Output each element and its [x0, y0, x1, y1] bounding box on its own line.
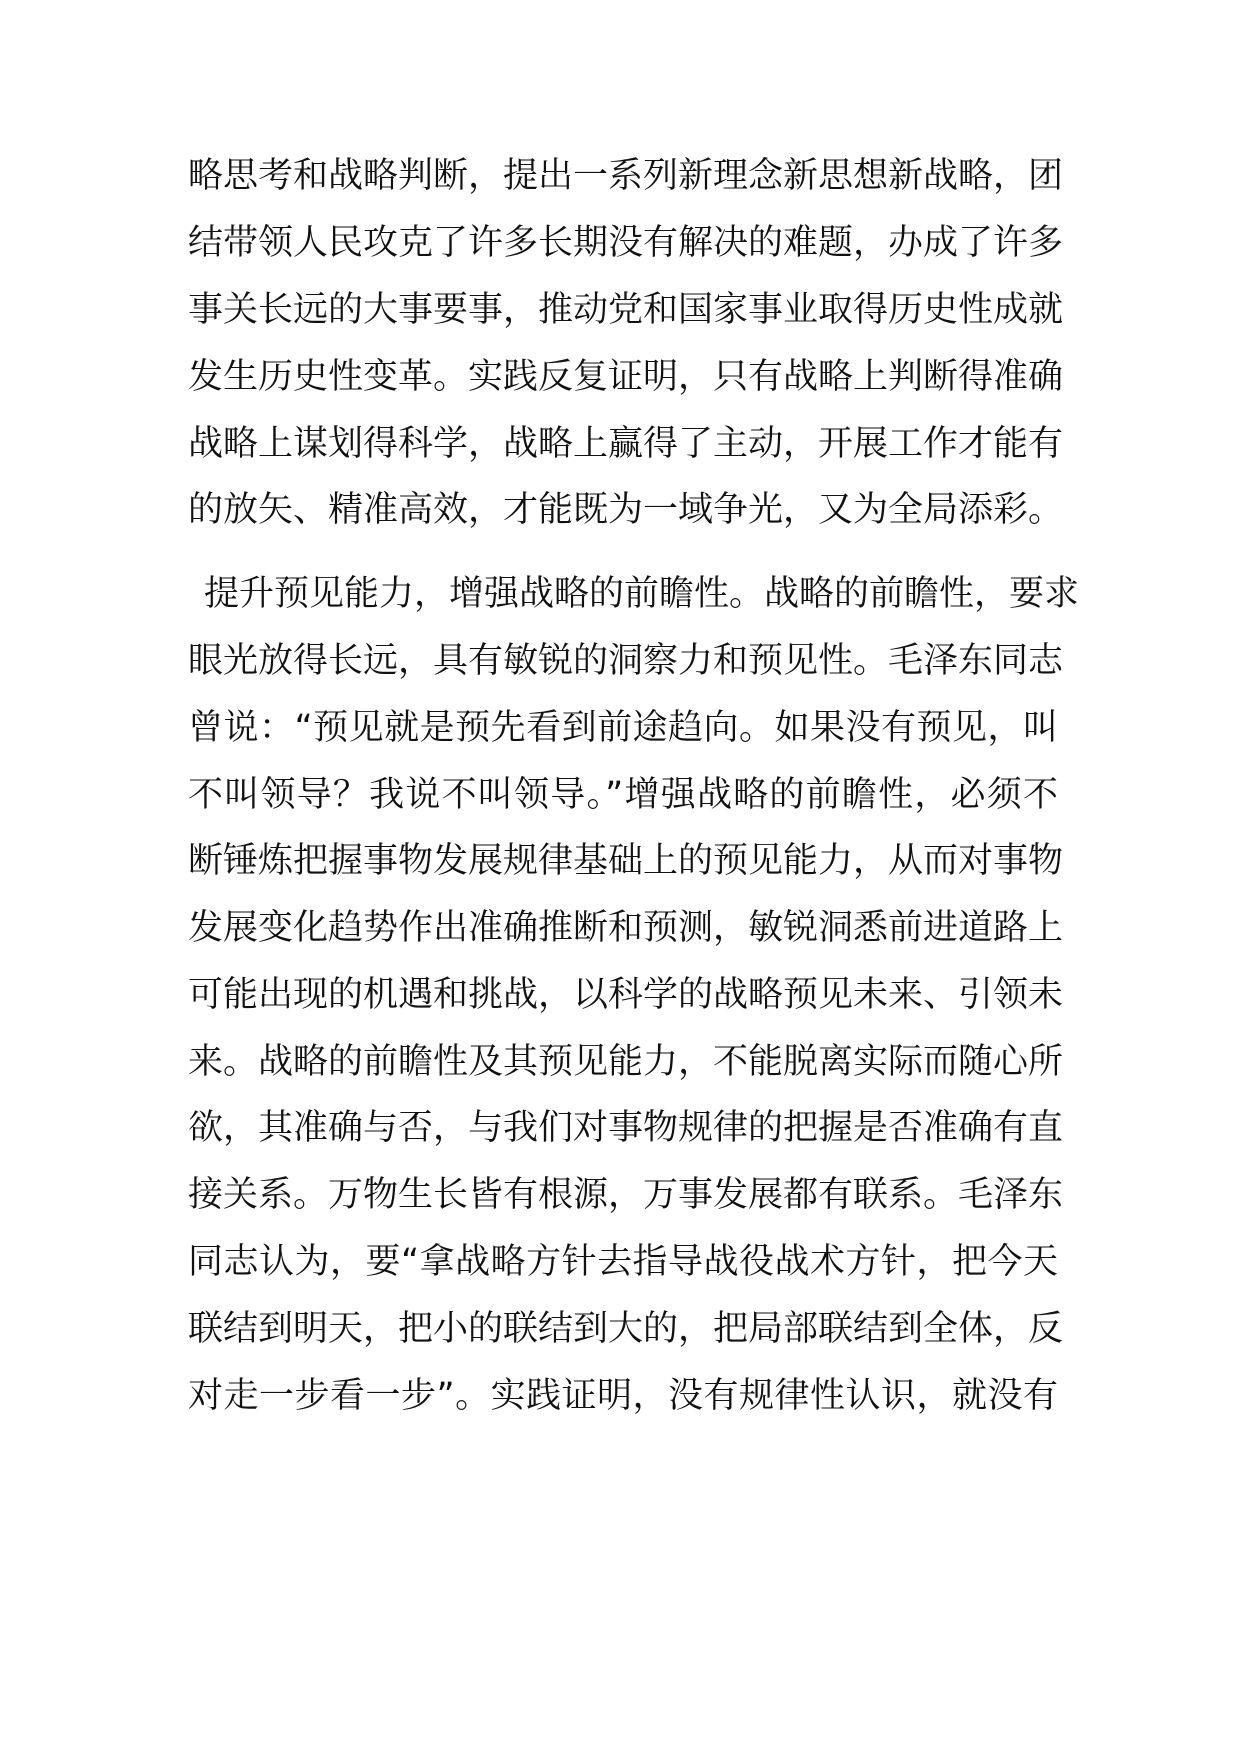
paragraph-2-line-13: 对走一步看一步”。实践证明，没有规律性认识，就没有: [188, 1376, 1058, 1416]
paragraph-2-line-10: 接关系。万物生长皆有根源，万事发展都有联系。毛泽东: [188, 1175, 1064, 1215]
paragraph-2-line-5: 断锤炼把握事物发展规律基础上的预见能力，从而对事物: [188, 841, 1064, 881]
paragraph-2-line-9: 欲，其准确与否，与我们对事物规律的把握是否准确有直: [188, 1108, 1064, 1148]
paragraph-1-line-5: 战略上谋划得科学，战略上赢得了主动，开展工作才能有: [188, 424, 1064, 464]
paragraph-2-line-1: 提升预见能力，增强战略的前瞻性。战略的前瞻性，要求: [204, 574, 1080, 614]
paragraph-2-line-2: 眼光放得长远，具有敏锐的洞察力和预见性。毛泽东同志: [188, 641, 1064, 681]
paragraph-1-line-6: 的放矢、精准高效，才能既为一域争光，又为全局添彩。: [188, 490, 1064, 530]
paragraph-2-line-8: 来。战略的前瞻性及其预见能力，不能脱离实际而随心所: [188, 1042, 1064, 1082]
paragraph-1-line-2: 结带领人民攻克了许多长期没有解决的难题，办成了许多: [188, 223, 1064, 263]
paragraph-1-line-1: 略思考和战略判断，提出一系列新理念新思想新战略，团: [188, 156, 1064, 196]
paragraph-2-line-12: 联结到明天，把小的联结到大的，把局部联结到全体，反: [188, 1309, 1064, 1349]
paragraph-1-line-3: 事关长远的大事要事，推动党和国家事业取得历史性成就: [188, 290, 1064, 330]
paragraph-2-line-11: 同志认为，要“拿战略方针去指导战役战术方针，把今天: [188, 1242, 1058, 1282]
paragraph-1-line-4: 发生历史性变革。实践反复证明，只有战略上判断得准确: [188, 357, 1064, 397]
paragraph-2-line-7: 可能出现的机遇和挑战，以科学的战略预见未来、引领未: [188, 975, 1064, 1015]
paragraph-2-line-3: 曾说：“预见就是预先看到前途趋向。如果没有预见，叫: [188, 708, 1058, 748]
paragraph-2-line-6: 发展变化趋势作出准确推断和预测，敏锐洞悉前进道路上: [188, 908, 1064, 948]
paragraph-2-line-4: 不叫领导？我说不叫领导。”增强战略的前瞻性，必须不: [188, 775, 1058, 815]
